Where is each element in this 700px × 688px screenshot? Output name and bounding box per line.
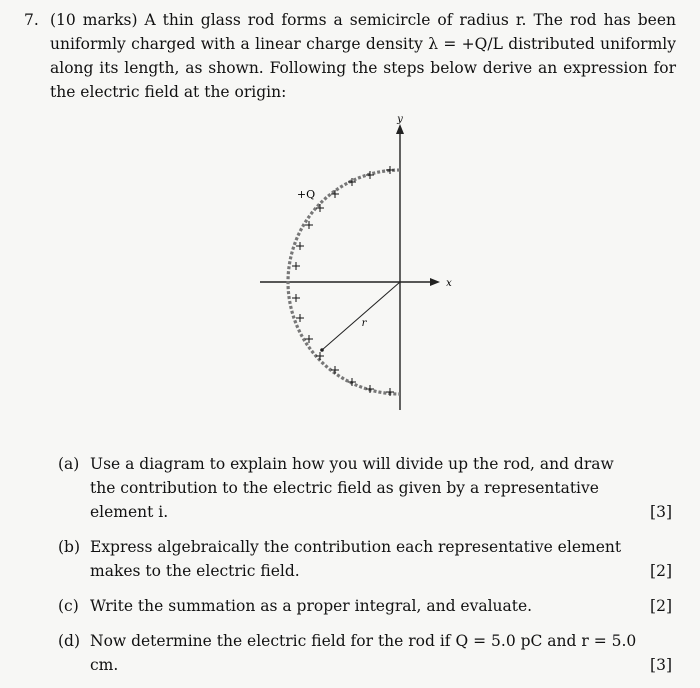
part-label: (d) (58, 632, 81, 650)
part-text: Write the summation as a proper integral, and evaluate. (90, 597, 533, 615)
part-label: (a) (58, 455, 80, 473)
part-a (58, 452, 674, 524)
radius-endpoint (320, 348, 324, 352)
part-c (58, 594, 674, 618)
y-axis-arrowhead (396, 124, 404, 134)
question-number: 7. (24, 11, 39, 29)
question-7 (24, 8, 676, 104)
x-axis-label: x (446, 278, 452, 289)
x-axis-arrowhead (430, 278, 440, 286)
radius-line (322, 282, 400, 350)
part-d (58, 629, 674, 677)
part-text: Express algebraically the contribution each representative element makes to the electric field. (90, 538, 622, 580)
question-text: (10 marks) A thin glass rod forms a semicircle of radius r. The rod has been uniformly charged with a linear charge density λ = +Q/L distributed uniformly along its length, as shown. Following the steps below derive an expression for the electric field at the origin: (50, 11, 676, 101)
radius-label: r (361, 318, 367, 329)
part-text: Now determine the electric field for the rod if Q = 5.0 pC and r = 5.0 cm. (90, 632, 637, 674)
question-parts (58, 452, 674, 688)
marks-badge: [3] (650, 503, 672, 521)
y-axis-label: y (397, 114, 403, 125)
marks-badge: [2] (650, 562, 672, 580)
part-b (58, 535, 674, 583)
part-text: Use a diagram to explain how you will divide up the rod, and draw the contribution to the electric field as given by a representative element i. (90, 455, 614, 521)
charge-label: +Q (296, 188, 316, 201)
marks-badge: [2] (650, 597, 672, 615)
marks-badge: [3] (650, 656, 672, 674)
semicircle-rod-diagram (240, 112, 480, 422)
part-label: (b) (58, 538, 81, 556)
part-label: (c) (58, 597, 79, 615)
